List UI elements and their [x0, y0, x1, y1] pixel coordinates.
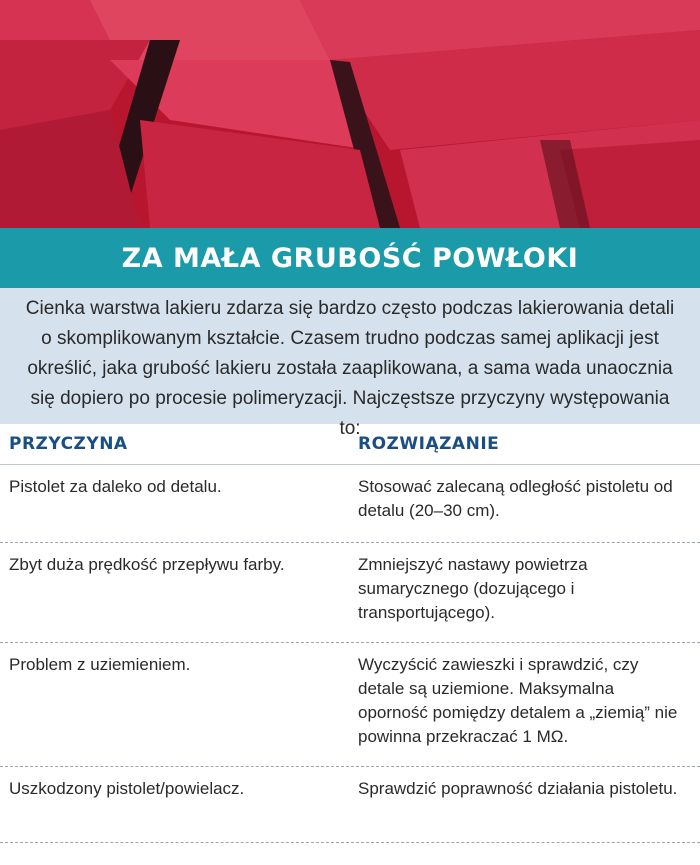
solution-cell: Sprawdzić poprawność działania pistoletu.	[358, 779, 678, 798]
column-header-cause: PRZYCZYNA	[9, 434, 128, 454]
table-row	[0, 465, 700, 543]
cause-cell: Pistolet za daleko od detalu.	[9, 477, 222, 496]
solution-cell: Stosować zalecaną odległość pistoletu od detalu (20–30 cm).	[358, 477, 673, 520]
column-header-solution: ROZWIĄZANIE	[358, 434, 500, 454]
title-bar	[0, 228, 700, 288]
table-row	[0, 767, 700, 843]
table-row	[0, 643, 700, 767]
table-row	[0, 543, 700, 643]
cause-cell: Uszkodzony pistolet/powielacz.	[9, 779, 245, 798]
cause-solution-table	[0, 424, 700, 865]
solution-cell: Wyczyścić zawieszki i sprawdzić, czy detale są uziemione. Maksymalna oporność pomiędzy detalem a „ziemią” nie powinna przekraczać 1 MΩ.	[358, 655, 678, 746]
solution-cell: Zmniejszyć nastawy powietrza sumarycznego (dozującego i transportującego).	[358, 555, 588, 622]
page-title: ZA MAŁA GRUBOŚĆ POWŁOKI	[121, 242, 579, 274]
header-photo-red-painted-panels	[0, 0, 700, 228]
intro-paragraph: Cienka warstwa lakieru zdarza się bardzo często podczas lakierowania detali o skomplikowanym kształcie. Czasem trudno podczas samej aplikacji jest określić, jaka grubość lakieru została zaaplikowana, a sama wada unaocznia się dopiero po procesie polimeryzacji. Najczęstsze przyczyny występowania to:	[0, 288, 700, 424]
cause-cell: Problem z uziemieniem.	[9, 655, 191, 674]
cause-cell: Zbyt duża prędkość przepływu farby.	[9, 555, 285, 574]
